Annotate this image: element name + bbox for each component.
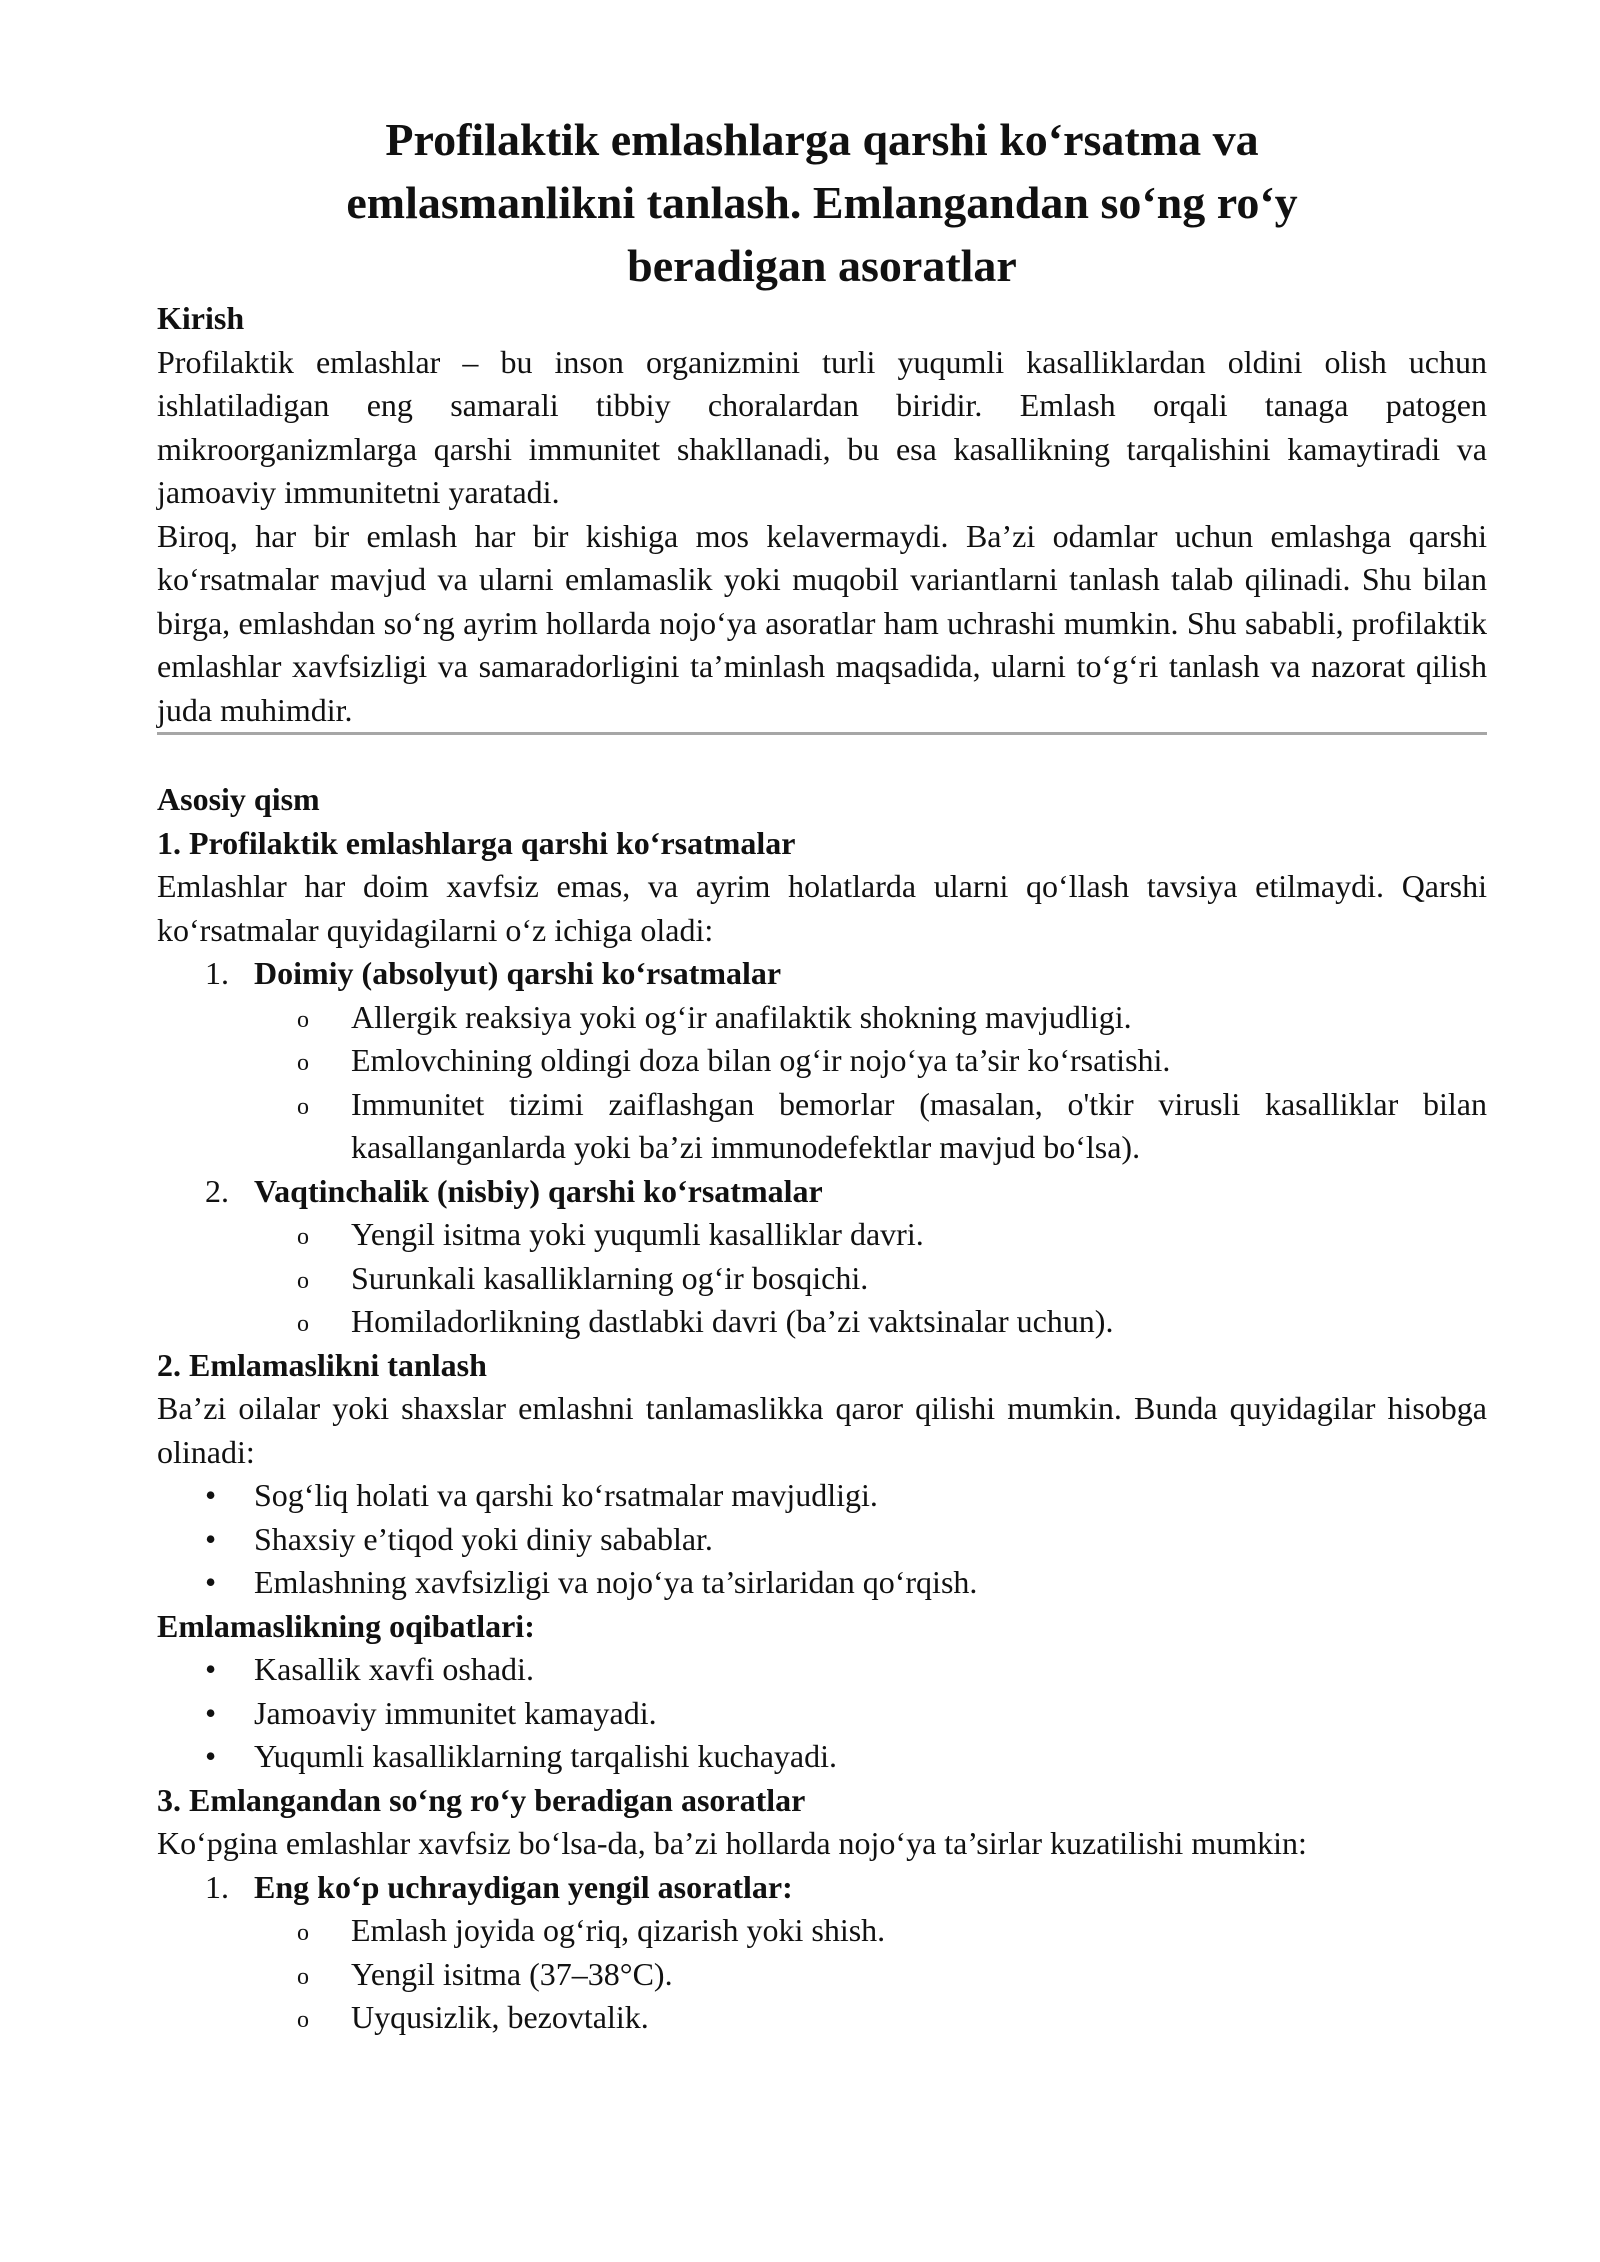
bullet-dot-icon: • <box>205 1564 217 1600</box>
sub-list-item <box>254 1996 1487 2040</box>
section-2-bullet-list <box>157 1474 1487 1605</box>
list-item <box>157 1170 1487 1344</box>
document-body <box>157 108 1487 2040</box>
sub-list-item-text: Emlash joyida og‘riq, qizarish yoki shish. <box>351 1912 886 1948</box>
main-heading: Asosiy qism <box>157 781 320 817</box>
bullet-dot-icon: • <box>205 1477 217 1513</box>
title-line-3: beradigan asoratlar <box>627 240 1017 291</box>
bullet-item-text: Yuqumli kasalliklarning tarqalishi kuchayadi. <box>254 1738 837 1774</box>
bullet-item <box>157 1561 1487 1605</box>
section-3-numbered-list <box>157 1866 1487 2040</box>
sub-list-item <box>254 1909 1487 1953</box>
circle-bullet-icon: o <box>297 1224 309 1250</box>
sub-list <box>254 996 1487 1170</box>
section-2-paragraph: Ba’zi oilalar yoki shaxslar emlashni tanlamaslikka qaror qilishi mumkin. Bunda quyidagilar hisobga olinadi: <box>157 1390 1487 1470</box>
sub-list-item-text: Surunkali kasalliklarning og‘ir bosqichi. <box>351 1259 869 1296</box>
circle-bullet-icon: o <box>297 1963 309 1990</box>
sub-list-item-text: Yengil isitma (37–38°C). <box>351 1955 673 1992</box>
sub-list-item-text: Immunitet tizimi zaiflashgan bemorlar (masalan, o'tkir virusli kasalliklar bilan kasallanganlarda yoki ba’zi immunodefektlar mavjud bo‘lsa). <box>351 1085 1487 1165</box>
sub-list-item <box>254 1300 1487 1344</box>
section-1-heading: 1. Profilaktik emlashlarga qarshi ko‘rsatmalar <box>157 824 796 861</box>
sub-list-item-text: Homiladorlikning dastlabki davri (ba’zi vaktsinalar uchun). <box>351 1303 1114 1339</box>
intro-paragraph-2: Biroq, har bir emlash har bir kishiga mos kelavermaydi. Ba’zi odamlar uchun emlashga qarshi ko‘rsatmalar mavjud va ularni emlamaslik yoki muqobil variantlarni tanlash talab qilinadi. Shu bilan birga, emlashdan so‘ng ayrim hollarda nojo‘ya asoratlar ham uchrashi mumkin. Shu sababli, profilaktik emlashlar xavfsizligi va samaradorligini ta’minlash maqsadida, ularni to‘g‘ri tanlash va nazorat qilish juda muhimdir. <box>157 517 1487 728</box>
bullet-item <box>157 1692 1487 1736</box>
circle-bullet-icon: o <box>297 1006 309 1033</box>
section-divider <box>157 732 1487 735</box>
bullet-item-text: Jamoaviy immunitet kamayadi. <box>254 1694 657 1731</box>
bullet-item-text: Kasallik xavfi oshadi. <box>254 1651 534 1687</box>
circle-bullet-icon: o <box>297 1050 309 1076</box>
bullet-item-text: Emlashning xavfsizligi va nojo‘ya ta’sirlaridan qo‘rqish. <box>254 1564 978 1600</box>
bullet-item <box>157 1474 1487 1518</box>
bullet-item <box>157 1648 1487 1692</box>
circle-bullet-icon: o <box>297 1920 309 1946</box>
sub-list <box>254 1909 1487 2040</box>
intro-heading: Kirish <box>157 300 245 336</box>
circle-bullet-icon: o <box>297 1311 309 1337</box>
bullet-dot-icon: • <box>205 1520 217 1557</box>
page-title <box>232 108 1412 297</box>
title-line-2: emlasmanlikni tanlash. Emlangandan so‘ng ro‘y <box>346 177 1298 228</box>
bullet-item-text: Shaxsiy e’tiqod yoki diniy sabablar. <box>254 1520 713 1557</box>
consequences-heading: Emlamaslikning oqibatlari: <box>157 1607 535 1644</box>
sub-list-item <box>254 996 1487 1040</box>
bullet-item <box>157 1518 1487 1562</box>
list-item <box>157 952 1487 1170</box>
section-1-paragraph: Emlashlar har doim xavfsiz emas, va ayrim holatlarda ularni qo‘llash tavsiya etilmaydi. Qarshi ko‘rsatmalar quyidagilarni o‘z ichiga oladi: <box>157 868 1487 948</box>
circle-bullet-icon: o <box>297 2007 309 2033</box>
sub-list-item <box>254 1083 1487 1170</box>
sub-list-item <box>254 1257 1487 1301</box>
sub-list-item <box>254 1039 1487 1083</box>
section-2-heading: 2. Emlamaslikni tanlash <box>157 1346 487 1383</box>
sub-list-item <box>254 1213 1487 1257</box>
bullet-item-text: Sog‘liq holati va qarshi ko‘rsatmalar mavjudligi. <box>254 1477 878 1513</box>
list-item-title: Doimiy (absolyut) qarshi ko‘rsatmalar <box>254 955 782 991</box>
section-3-heading: 3. Emlangandan so‘ng ro‘y beradigan asoratlar <box>157 1781 806 1818</box>
list-item-title: Vaqtinchalik (nisbiy) qarshi ko‘rsatmalar <box>254 1172 823 1209</box>
intro-paragraph-1: Profilaktik emlashlar – bu inson organizmini turli yuqumli kasalliklardan oldini olish uchun ishlatiladigan eng samarali tibbiy choralardan biridir. Emlash orqali tanaga patogen mikroorganizmlarga qarshi immunitet shakllanadi, bu esa kasallikning tarqalishini kamaytiradi va jamoaviy immunitetni yaratadi. <box>157 343 1487 510</box>
list-item <box>157 1866 1487 2040</box>
list-number: 1. <box>205 1868 229 1905</box>
circle-bullet-icon: o <box>297 1093 309 1120</box>
sub-list-item-text: Yengil isitma yoki yuqumli kasalliklar davri. <box>351 1216 924 1252</box>
list-number: 1. <box>205 955 229 991</box>
section-3-paragraph: Ko‘pgina emlashlar xavfsiz bo‘lsa-da, ba’zi hollarda nojo‘ya ta’sirlar kuzatilishi mumkin: <box>157 1825 1307 1861</box>
list-item-title: Eng ko‘p uchraydigan yengil asoratlar: <box>254 1868 793 1905</box>
sub-list-item-text: Emlovchining oldingi doza bilan og‘ir nojo‘ya ta’sir ko‘rsatishi. <box>351 1042 1171 1078</box>
sub-list-item <box>254 1953 1487 1997</box>
sub-list <box>254 1213 1487 1344</box>
circle-bullet-icon: o <box>297 1267 309 1294</box>
title-line-1: Profilaktik emlashlarga qarshi ko‘rsatma va <box>385 114 1259 165</box>
consequences-bullet-list <box>157 1648 1487 1779</box>
list-number: 2. <box>205 1172 229 1209</box>
bullet-dot-icon: • <box>205 1651 217 1687</box>
sub-list-item-text: Uyqusizlik, bezovtalik. <box>351 1999 649 2035</box>
bullet-dot-icon: • <box>205 1694 217 1731</box>
section-1-numbered-list <box>157 952 1487 1344</box>
sub-list-item-text: Allergik reaksiya yoki og‘ir anafilaktik shokning mavjudligi. <box>351 998 1132 1035</box>
bullet-item <box>157 1735 1487 1779</box>
bullet-dot-icon: • <box>205 1738 217 1774</box>
